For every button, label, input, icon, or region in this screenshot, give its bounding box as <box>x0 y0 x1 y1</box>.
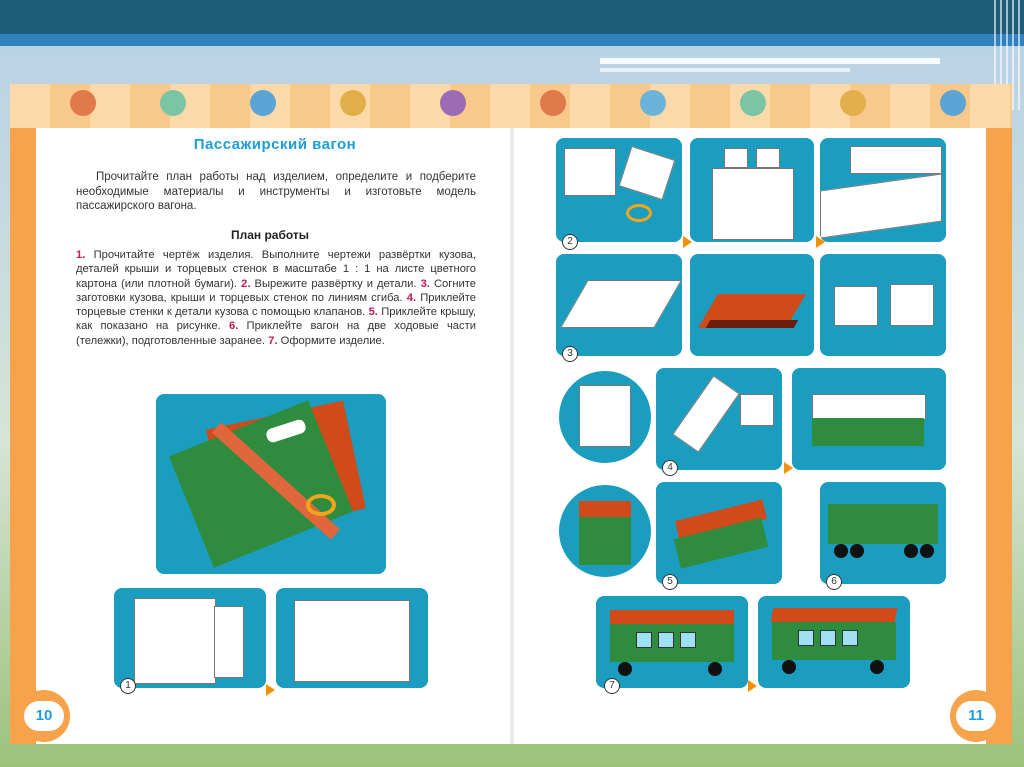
slide-header-stripe <box>0 34 1024 46</box>
wheel <box>834 544 848 558</box>
end-wall <box>834 286 878 326</box>
step3-walls-panel <box>820 254 946 356</box>
window <box>842 630 858 646</box>
page-number-badge-left <box>18 690 70 742</box>
page-number-right: 11 <box>956 701 996 731</box>
scissors-handle <box>306 494 336 516</box>
slide-header-line <box>600 58 940 64</box>
step4-box-panel <box>792 368 946 470</box>
roof-shadow <box>706 320 799 328</box>
step-number-badge: 2 <box>562 234 578 250</box>
roof <box>771 608 897 622</box>
body-part <box>672 375 740 452</box>
intro-text: Прочитайте план работы над изделием, определите и подберите необходимые материалы и инструменты и изготовьте модель пассажирского вагона. <box>76 171 476 212</box>
wheel <box>782 660 796 674</box>
decor-ornament <box>740 90 766 116</box>
page-number-left: 10 <box>24 701 64 731</box>
window <box>680 632 696 648</box>
step-number-badge: 1 <box>120 678 136 694</box>
cut-piece <box>619 146 676 200</box>
next-arrow <box>748 680 757 692</box>
step-text: Приклейте крышу, как показано на рисунке. <box>76 306 476 333</box>
decor-ornament <box>250 90 276 116</box>
window <box>798 630 814 646</box>
decor-ornament <box>340 90 366 116</box>
step-text: Оформите изделие. <box>277 334 385 347</box>
textbook-spread <box>10 84 1012 744</box>
window <box>636 632 652 648</box>
step-text: Приклейте вагон на две ходовые части (тележки), подготовленные заранее. <box>76 320 477 347</box>
roof-detail <box>579 501 631 517</box>
folded-body <box>560 280 682 328</box>
decorative-border-band <box>10 84 1012 128</box>
car-body <box>828 504 938 544</box>
step-number: 2. <box>241 277 251 290</box>
end-wall <box>740 394 774 426</box>
roof <box>610 610 734 624</box>
box-top <box>812 394 926 420</box>
box-side <box>812 418 924 446</box>
wheel <box>920 544 934 558</box>
materials-photo <box>156 394 386 574</box>
wheel <box>708 662 722 676</box>
slide-header-bar <box>0 0 1024 34</box>
step6-bogies-panel <box>820 482 946 584</box>
step2-roof-panel <box>820 138 946 242</box>
step-text: Согните заготовки кузова, крыши и торцевых стенок по линиям сгиба. <box>76 277 477 304</box>
step-number: 4. <box>406 291 417 304</box>
decor-ornament <box>540 90 566 116</box>
window <box>658 632 674 648</box>
step-number: 3. <box>420 277 430 290</box>
decor-ornament <box>160 90 186 116</box>
step7-finished-front-panel <box>596 596 748 688</box>
step3-fold-panel <box>556 254 682 356</box>
step-number: 5. <box>368 306 378 319</box>
step-text: Прочитайте чертёж изделия. Выполните чертежи развёртки кузова, деталей крыши и торцевых стенок в масштабе 1 : 1 на листе цветного картона (или плотной бумаги). <box>76 249 476 290</box>
cut-piece <box>564 148 616 196</box>
step5-detail-circle <box>556 482 654 580</box>
page-title: Пассажирский вагон <box>193 136 357 153</box>
wall-detail <box>579 515 631 565</box>
page-number-badge-right <box>950 690 1002 742</box>
end-piece <box>756 148 780 168</box>
book-spine <box>510 128 514 744</box>
step-text: Приклейте торцевые стенки к детали кузова с помощью клапанов. <box>76 291 476 319</box>
step-number: 1. <box>76 249 86 261</box>
wheel <box>850 544 864 558</box>
decor-ornament <box>940 90 966 116</box>
next-arrow <box>266 684 275 696</box>
step-number: 7. <box>268 334 278 347</box>
scissors-icon <box>626 204 652 222</box>
decor-ornament <box>440 90 466 116</box>
corner-detail <box>579 385 631 447</box>
step5-roof-panel <box>656 482 782 584</box>
end-wall <box>890 284 934 326</box>
end-wall-pattern <box>214 606 244 678</box>
step1-roof-panel <box>276 588 428 688</box>
end-piece <box>724 148 748 168</box>
body-sheet <box>712 168 794 240</box>
step-number-badge: 7 <box>604 678 620 694</box>
decor-ornament <box>640 90 666 116</box>
decor-ornament <box>70 90 96 116</box>
plan-steps <box>76 248 476 348</box>
step2-cut-panel <box>556 138 682 242</box>
step1-pattern-panel <box>114 588 266 688</box>
wheel <box>618 662 632 676</box>
wheel <box>904 544 918 558</box>
roof-sheet <box>820 173 942 238</box>
wheel <box>870 660 884 674</box>
step-number-badge: 5 <box>662 574 678 590</box>
page-margin-left <box>10 128 36 744</box>
slide-header-line-2 <box>600 68 850 72</box>
decor-ornament <box>840 90 866 116</box>
body-pattern <box>134 598 216 684</box>
step4-detail-circle <box>556 368 654 466</box>
step-number-badge: 4 <box>662 460 678 476</box>
step-number: 6. <box>228 320 239 333</box>
step-number-badge: 6 <box>826 574 842 590</box>
roof-strip <box>850 146 942 174</box>
step4-assemble-panel <box>656 368 782 470</box>
window <box>820 630 836 646</box>
roof-pattern <box>294 600 410 682</box>
step3-roof-fold-panel <box>690 254 814 356</box>
page-margin-right <box>986 128 1012 744</box>
step7-finished-side-panel <box>758 596 910 688</box>
plan-heading: План работы <box>230 228 310 242</box>
step2-body-panel <box>690 138 814 242</box>
step-text: Вырежите развёртку и детали. <box>250 277 421 290</box>
step-number-badge: 3 <box>562 346 578 362</box>
